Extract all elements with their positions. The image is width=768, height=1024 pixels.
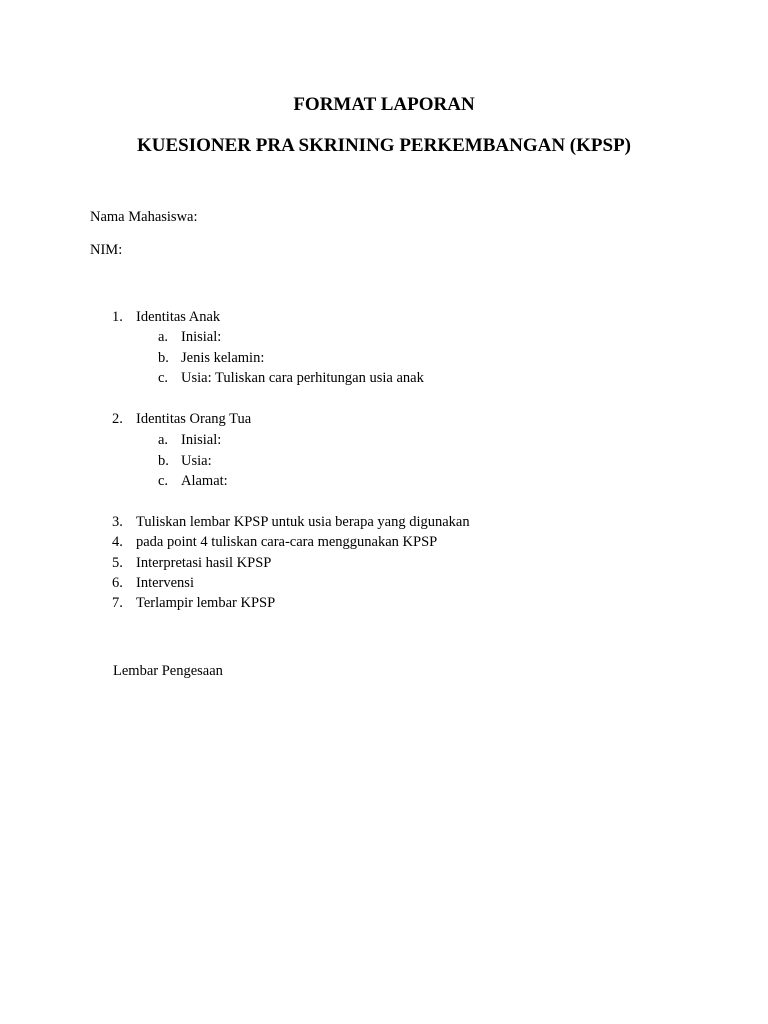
sub-item-text: Inisial: (181, 432, 222, 448)
list-text: Identitas Anak (136, 309, 221, 325)
list-number: 7. (112, 595, 123, 611)
list-text: Intervensi (136, 575, 194, 591)
list-text: Tuliskan lembar KPSP untuk usia berapa yang digunakan (136, 514, 470, 530)
list-number: 3. (112, 514, 123, 530)
nim-label: NIM: (90, 242, 123, 258)
list-number: 1. (112, 309, 123, 325)
sub-item-letter: a. (158, 329, 169, 345)
sub-item-letter: c. (158, 370, 169, 386)
list-number: 6. (112, 575, 123, 591)
list-text: Interpretasi hasil KPSP (136, 555, 272, 571)
list-text: pada point 4 tuliskan cara-cara menggunakan KPSP (136, 534, 438, 550)
list-number: 5. (112, 555, 123, 571)
sub-item-letter: a. (158, 432, 169, 448)
list-number: 4. (112, 534, 123, 550)
student-name-label: Nama Mahasiswa: (90, 209, 198, 225)
document-title: FORMAT LAPORAN (293, 94, 475, 115)
sub-item-text: Inisial: (181, 329, 222, 345)
list-text: Terlampir lembar KPSP (136, 595, 276, 611)
list-number: 2. (112, 411, 123, 427)
list-text: Identitas Orang Tua (136, 411, 252, 427)
sub-item-text: Usia: (181, 453, 212, 469)
sub-item-letter: b. (158, 453, 169, 469)
sub-item-text: Usia: Tuliskan cara perhitungan usia anak (181, 370, 424, 386)
document-subtitle: KUESIONER PRA SKRINING PERKEMBANGAN (KPSP) (136, 135, 632, 156)
sub-item-text: Jenis kelamin: (181, 350, 265, 366)
sub-item-letter: b. (158, 350, 169, 366)
approval-sheet-label: Lembar Pengesaan (113, 663, 223, 679)
sub-item-letter: c. (158, 473, 169, 489)
sub-item-text: Alamat: (181, 473, 228, 489)
